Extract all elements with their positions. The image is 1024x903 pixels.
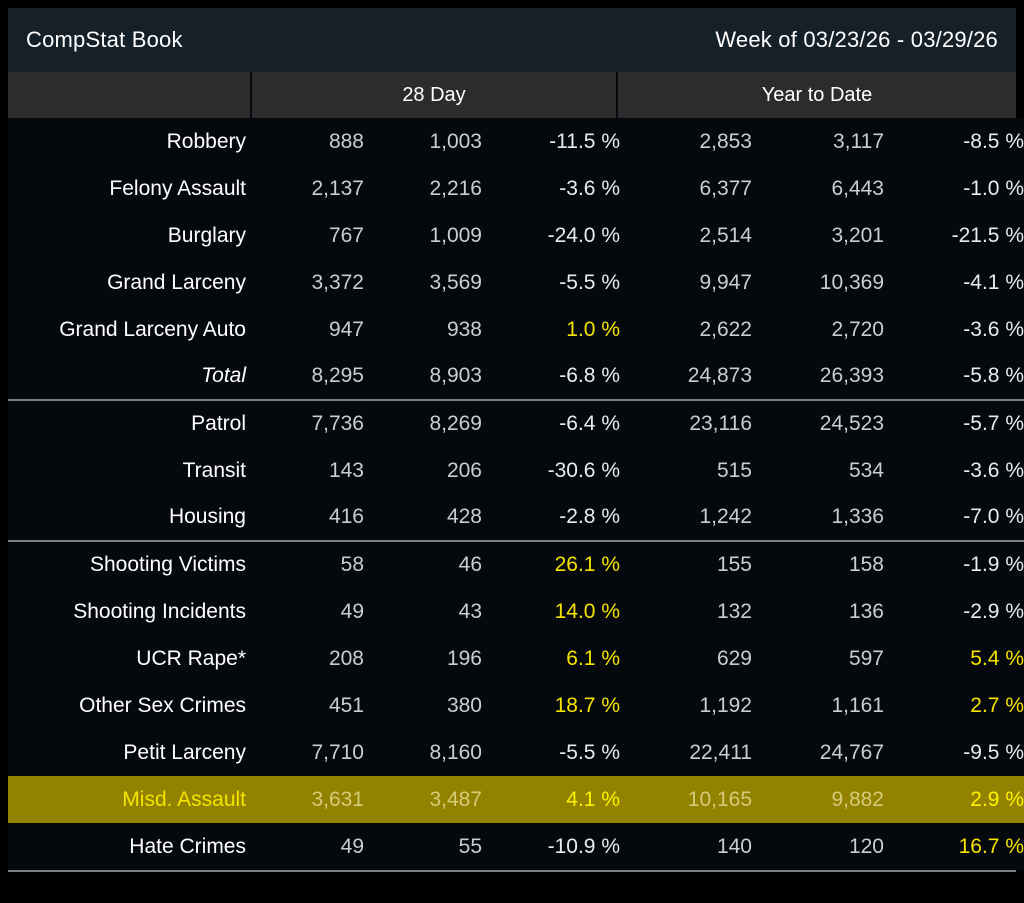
cell-28day-current: 49 (340, 599, 364, 623)
cell-ytd-current: 2,622 (699, 317, 752, 341)
row-label: Robbery (166, 129, 246, 153)
cell-ytd-percent: -7.0 % (963, 505, 1024, 528)
row-label: Other Sex Crimes (79, 693, 246, 717)
cell-ytd-previous: 534 (848, 458, 884, 482)
cell-ytd-current: 10,165 (634, 776, 766, 823)
cell-28day-percent: -5.5 % (559, 740, 620, 764)
cell-ytd-previous: 597 (848, 646, 884, 670)
cell-ytd-current: 9,947 (699, 270, 752, 294)
cell-28day-percent: 18.7 % (554, 693, 620, 717)
cell-ytd-current: 155 (634, 541, 766, 588)
cell-ytd-previous: 136 (848, 599, 884, 623)
cell-28day-current: 7,710 (311, 740, 364, 764)
cell-ytd-previous: 120 (848, 834, 884, 858)
cell-ytd-percent: 2.7 % (970, 693, 1024, 717)
cell-28day-percent: 26.1 % (496, 541, 634, 588)
cell-28day-previous: 46 (378, 541, 496, 588)
cell-ytd-previous: 26,393 (819, 364, 884, 387)
cell-28day-percent: -6.8 % (559, 364, 620, 387)
cell-28day-previous: 3,487 (378, 776, 496, 823)
title-bar (8, 8, 1016, 72)
cell-28day-previous: 2,216 (429, 176, 482, 200)
cell-28day-previous: 8,269 (378, 400, 496, 447)
cell-28day-previous: 428 (446, 505, 482, 528)
cell-ytd-percent: -3.6 % (963, 458, 1024, 482)
table-row (8, 635, 1024, 682)
table-row (8, 400, 1024, 447)
table-row (8, 353, 1024, 400)
row-label: Shooting Victims (8, 541, 260, 588)
cell-28day-percent: 14.0 % (554, 599, 620, 623)
cell-ytd-previous: 2,720 (831, 317, 884, 341)
cell-ytd-previous: 1,161 (831, 693, 884, 717)
table-row (8, 588, 1024, 635)
cell-28day-percent: 1.0 % (566, 317, 620, 341)
cell-ytd-previous: 9,882 (766, 776, 898, 823)
table-row (8, 823, 1024, 870)
table-row (8, 165, 1024, 212)
cell-28day-previous: 1,009 (429, 223, 482, 247)
cell-ytd-current: 2,853 (699, 129, 752, 153)
table-row (8, 682, 1024, 729)
row-label: Hate Crimes (129, 834, 246, 858)
group-header-28day: 28 Day (252, 72, 618, 118)
cell-ytd-percent: 16.7 % (958, 834, 1024, 858)
cell-ytd-current: 2,514 (699, 223, 752, 247)
cell-28day-previous: 1,003 (429, 129, 482, 153)
row-label: Felony Assault (109, 176, 246, 200)
cell-28day-previous: 196 (446, 646, 482, 670)
cell-28day-previous: 43 (458, 599, 482, 623)
cell-28day-current: 3,631 (260, 776, 378, 823)
cell-28day-percent: -10.9 % (547, 834, 620, 858)
cell-28day-previous: 938 (446, 317, 482, 341)
page-title: CompStat Book (26, 27, 183, 52)
row-label: Burglary (167, 223, 246, 247)
table-row (8, 306, 1024, 353)
cell-ytd-previous: 3,117 (833, 129, 884, 153)
compstat-panel (8, 8, 1024, 890)
cell-28day-previous: 3,569 (429, 270, 482, 294)
cell-ytd-previous: 158 (766, 541, 898, 588)
cell-28day-percent: -6.4 % (496, 400, 634, 447)
stats-table (8, 118, 1024, 870)
cell-ytd-percent: -1.9 % (898, 541, 1024, 588)
cell-28day-percent: -5.5 % (559, 270, 620, 294)
cell-ytd-percent: -9.5 % (963, 740, 1024, 764)
cell-28day-current: 767 (328, 223, 364, 247)
cell-ytd-previous: 6,443 (831, 176, 884, 200)
cell-ytd-current: 1,192 (699, 693, 752, 717)
cell-ytd-current: 140 (716, 834, 752, 858)
cell-28day-previous: 206 (446, 458, 482, 482)
row-label: Petit Larceny (123, 740, 246, 764)
cell-28day-percent: 4.1 % (496, 776, 634, 823)
table-row (8, 729, 1024, 776)
row-label: Housing (168, 505, 246, 528)
cell-ytd-percent: 2.9 % (898, 776, 1024, 823)
cell-28day-current: 208 (328, 646, 364, 670)
cell-ytd-previous: 24,523 (766, 400, 898, 447)
row-label: Grand Larceny Auto (59, 317, 246, 341)
cell-ytd-percent: -5.7 % (898, 400, 1024, 447)
cell-28day-percent: -30.6 % (547, 458, 620, 482)
cell-28day-percent: 6.1 % (566, 646, 620, 670)
cell-28day-previous: 8,903 (429, 364, 482, 387)
cell-28day-current: 3,372 (311, 270, 364, 294)
row-label: Shooting Incidents (73, 599, 246, 623)
cell-28day-previous: 8,160 (429, 740, 482, 764)
cell-ytd-percent: -5.8 % (963, 364, 1024, 387)
cell-ytd-current: 22,411 (689, 740, 752, 764)
cell-28day-percent: -11.5 % (549, 129, 620, 153)
group-header-ytd: Year to Date (761, 83, 873, 106)
table-row (8, 541, 1024, 588)
cell-28day-current: 947 (328, 317, 364, 341)
row-label: Transit (182, 458, 246, 482)
cell-ytd-previous: 3,201 (831, 223, 884, 247)
table-row (8, 447, 1024, 494)
cell-ytd-percent: -2.9 % (963, 599, 1024, 623)
row-label: Misd. Assault (8, 776, 260, 823)
cell-ytd-percent: -4.1 % (963, 270, 1024, 294)
cell-ytd-percent: 5.4 % (970, 646, 1024, 670)
cell-28day-current: 7,736 (260, 400, 378, 447)
cell-28day-current: 58 (260, 541, 378, 588)
stats-table-body (8, 118, 1024, 870)
table-row (8, 494, 1024, 541)
cell-ytd-previous: 10,369 (819, 270, 884, 294)
cell-ytd-previous: 1,336 (831, 505, 884, 528)
cell-28day-percent: -24.0 % (547, 223, 620, 247)
cell-28day-previous: 380 (446, 693, 482, 717)
row-label: UCR Rape* (136, 646, 246, 670)
cell-28day-current: 49 (340, 834, 364, 858)
column-group-header (8, 72, 1016, 118)
cell-28day-current: 451 (328, 693, 364, 717)
cell-ytd-current: 132 (716, 599, 752, 623)
cell-ytd-current: 515 (716, 458, 752, 482)
cell-ytd-current: 6,377 (699, 176, 752, 200)
footer-spacer (8, 872, 1016, 890)
row-label: Total (201, 364, 246, 387)
cell-28day-percent: -3.6 % (559, 176, 620, 200)
cell-ytd-current: 24,873 (687, 364, 752, 387)
cell-ytd-percent: -1.0 % (963, 176, 1024, 200)
cell-28day-current: 2,137 (311, 176, 364, 200)
cell-ytd-current: 1,242 (699, 505, 752, 528)
cell-ytd-current: 629 (716, 646, 752, 670)
row-label: Grand Larceny (107, 270, 246, 294)
cell-28day-previous: 55 (458, 834, 482, 858)
cell-28day-current: 8,295 (311, 364, 364, 387)
table-row (8, 259, 1024, 306)
row-label: Patrol (8, 400, 260, 447)
cell-ytd-previous: 24,767 (819, 740, 884, 764)
cell-28day-current: 416 (328, 505, 364, 528)
group-header-spacer (8, 72, 252, 118)
cell-28day-current: 143 (328, 458, 364, 482)
table-row (8, 776, 1024, 823)
week-range-label: Week of 03/23/26 - 03/29/26 (715, 27, 998, 52)
cell-28day-current: 888 (328, 129, 364, 153)
cell-28day-percent: -2.8 % (559, 505, 620, 528)
table-row (8, 212, 1024, 259)
table-row (8, 118, 1024, 165)
cell-ytd-percent: -21.5 % (951, 223, 1024, 247)
cell-ytd-percent: -3.6 % (963, 317, 1024, 341)
cell-ytd-current: 23,116 (634, 400, 766, 447)
cell-ytd-percent: -8.5 % (963, 129, 1024, 153)
